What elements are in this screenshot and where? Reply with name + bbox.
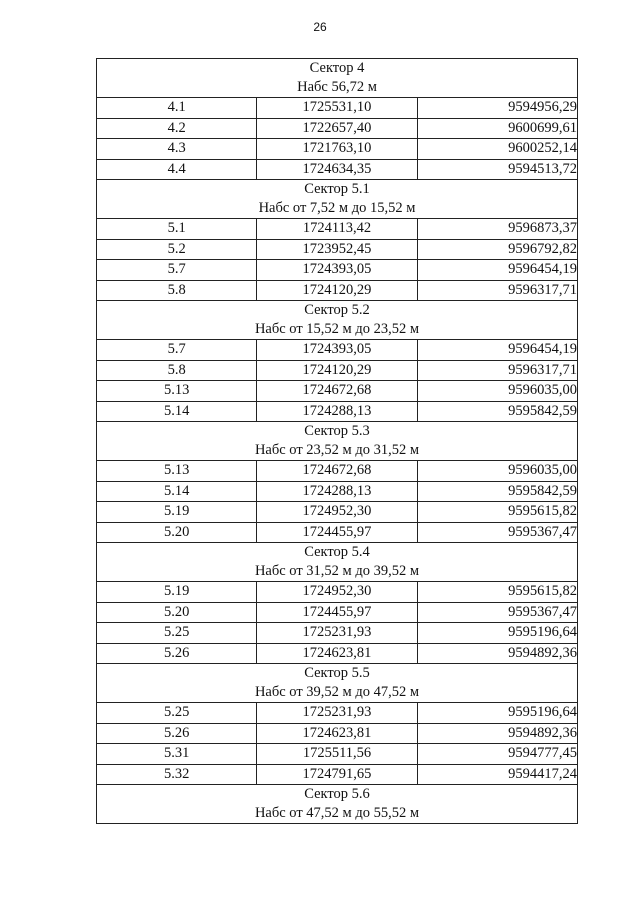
table-row xyxy=(97,744,578,765)
y-coordinate-cell: 9596317,71 xyxy=(417,280,577,301)
sector-title: Сектор 4 xyxy=(309,60,365,76)
x-coordinate-cell: 1725531,10 xyxy=(257,98,417,119)
table-row xyxy=(97,381,578,402)
sector-header-row xyxy=(97,180,578,219)
sector-header-row xyxy=(97,301,578,340)
y-coordinate-cell: 9596317,71 xyxy=(417,360,577,381)
sector-title: Сектор 5.2 xyxy=(304,302,370,318)
table-row xyxy=(97,623,578,644)
x-coordinate-cell: 1724288,13 xyxy=(257,401,417,422)
x-coordinate-cell: 1724672,68 xyxy=(257,461,417,482)
table-row xyxy=(97,219,578,240)
page-number: 26 xyxy=(313,20,327,34)
table-row xyxy=(97,401,578,422)
point-id-cell: 5.13 xyxy=(97,381,257,402)
sector-height-range: Набс от 39,52 м до 47,52 м xyxy=(254,684,420,700)
coordinates-table xyxy=(96,58,578,824)
sector-header xyxy=(97,180,578,219)
point-id-cell: 4.3 xyxy=(97,139,257,160)
table-row xyxy=(97,481,578,502)
table-row xyxy=(97,280,578,301)
sector-height-range: Набс от 23,52 м до 31,52 м xyxy=(254,442,420,458)
table-row xyxy=(97,764,578,785)
point-id-cell: 5.26 xyxy=(97,723,257,744)
y-coordinate-cell: 9594956,29 xyxy=(417,98,577,119)
x-coordinate-cell: 1724120,29 xyxy=(257,280,417,301)
y-coordinate-cell: 9594513,72 xyxy=(417,159,577,180)
sector-height-range: Набс 56,72 м xyxy=(297,79,377,95)
table-row xyxy=(97,643,578,664)
x-coordinate-cell: 1724393,05 xyxy=(257,340,417,361)
y-coordinate-cell: 9596873,37 xyxy=(417,219,577,240)
point-id-cell: 4.4 xyxy=(97,159,257,180)
x-coordinate-cell: 1724791,65 xyxy=(257,764,417,785)
y-coordinate-cell: 9600699,61 xyxy=(417,118,577,139)
sector-header xyxy=(97,785,578,824)
point-id-cell: 5.31 xyxy=(97,744,257,765)
sector-height-range: Набс от 47,52 м до 55,52 м xyxy=(254,805,420,821)
table-row xyxy=(97,239,578,260)
x-coordinate-cell: 1724672,68 xyxy=(257,381,417,402)
y-coordinate-cell: 9595615,82 xyxy=(417,582,577,603)
sector-header-row xyxy=(97,59,578,98)
sector-header xyxy=(97,59,578,98)
point-id-cell: 5.19 xyxy=(97,582,257,603)
y-coordinate-cell: 9595196,64 xyxy=(417,703,577,724)
x-coordinate-cell: 1724393,05 xyxy=(257,260,417,281)
y-coordinate-cell: 9596035,00 xyxy=(417,381,577,402)
point-id-cell: 5.25 xyxy=(97,623,257,644)
sector-title: Сектор 5.3 xyxy=(304,423,370,439)
x-coordinate-cell: 1724623,81 xyxy=(257,723,417,744)
point-id-cell: 5.7 xyxy=(97,340,257,361)
table-row xyxy=(97,260,578,281)
sector-title: Сектор 5.5 xyxy=(304,665,370,681)
sector-header xyxy=(97,422,578,461)
y-coordinate-cell: 9595842,59 xyxy=(417,401,577,422)
y-coordinate-cell: 9594417,24 xyxy=(417,764,577,785)
sector-header xyxy=(97,301,578,340)
y-coordinate-cell: 9595367,47 xyxy=(417,602,577,623)
x-coordinate-cell: 1724288,13 xyxy=(257,481,417,502)
x-coordinate-cell: 1721763,10 xyxy=(257,139,417,160)
x-coordinate-cell: 1724952,30 xyxy=(257,502,417,523)
y-coordinate-cell: 9596454,19 xyxy=(417,260,577,281)
x-coordinate-cell: 1723952,45 xyxy=(257,239,417,260)
sector-header xyxy=(97,543,578,582)
y-coordinate-cell: 9600252,14 xyxy=(417,139,577,160)
x-coordinate-cell: 1724623,81 xyxy=(257,643,417,664)
table-row xyxy=(97,582,578,603)
coordinates-table-body xyxy=(97,59,578,824)
x-coordinate-cell: 1725231,93 xyxy=(257,703,417,724)
x-coordinate-cell: 1724113,42 xyxy=(257,219,417,240)
sector-title: Сектор 5.4 xyxy=(304,544,370,560)
sector-title: Сектор 5.6 xyxy=(304,786,370,802)
point-id-cell: 5.14 xyxy=(97,401,257,422)
point-id-cell: 5.20 xyxy=(97,522,257,543)
x-coordinate-cell: 1725511,56 xyxy=(257,744,417,765)
table-row xyxy=(97,461,578,482)
y-coordinate-cell: 9595615,82 xyxy=(417,502,577,523)
y-coordinate-cell: 9594892,36 xyxy=(417,723,577,744)
x-coordinate-cell: 1724120,29 xyxy=(257,360,417,381)
table-row xyxy=(97,522,578,543)
point-id-cell: 5.19 xyxy=(97,502,257,523)
y-coordinate-cell: 9594777,45 xyxy=(417,744,577,765)
point-id-cell: 5.32 xyxy=(97,764,257,785)
table-row xyxy=(97,360,578,381)
sector-height-range: Набс от 15,52 м до 23,52 м xyxy=(254,321,420,337)
table-row xyxy=(97,118,578,139)
point-id-cell: 5.14 xyxy=(97,481,257,502)
y-coordinate-cell: 9596792,82 xyxy=(417,239,577,260)
point-id-cell: 4.2 xyxy=(97,118,257,139)
sector-title: Сектор 5.1 xyxy=(304,181,370,197)
x-coordinate-cell: 1724634,35 xyxy=(257,159,417,180)
point-id-cell: 5.26 xyxy=(97,643,257,664)
table-row xyxy=(97,98,578,119)
table-row xyxy=(97,340,578,361)
point-id-cell: 5.25 xyxy=(97,703,257,724)
y-coordinate-cell: 9595196,64 xyxy=(417,623,577,644)
x-coordinate-cell: 1725231,93 xyxy=(257,623,417,644)
sector-header xyxy=(97,664,578,703)
point-id-cell: 5.1 xyxy=(97,219,257,240)
table-row xyxy=(97,139,578,160)
y-coordinate-cell: 9595842,59 xyxy=(417,481,577,502)
y-coordinate-cell: 9594892,36 xyxy=(417,643,577,664)
y-coordinate-cell: 9596035,00 xyxy=(417,461,577,482)
x-coordinate-cell: 1724455,97 xyxy=(257,602,417,623)
sector-header-row xyxy=(97,422,578,461)
sector-header-row xyxy=(97,543,578,582)
sector-header-row xyxy=(97,664,578,703)
point-id-cell: 4.1 xyxy=(97,98,257,119)
x-coordinate-cell: 1722657,40 xyxy=(257,118,417,139)
table-row xyxy=(97,723,578,744)
table-row xyxy=(97,159,578,180)
y-coordinate-cell: 9596454,19 xyxy=(417,340,577,361)
x-coordinate-cell: 1724455,97 xyxy=(257,522,417,543)
sector-height-range: Набс от 31,52 м до 39,52 м xyxy=(254,563,420,579)
sector-height-range: Набс от 7,52 м до 15,52 м xyxy=(258,200,416,216)
point-id-cell: 5.20 xyxy=(97,602,257,623)
x-coordinate-cell: 1724952,30 xyxy=(257,582,417,603)
point-id-cell: 5.2 xyxy=(97,239,257,260)
point-id-cell: 5.13 xyxy=(97,461,257,482)
point-id-cell: 5.8 xyxy=(97,360,257,381)
point-id-cell: 5.7 xyxy=(97,260,257,281)
y-coordinate-cell: 9595367,47 xyxy=(417,522,577,543)
table-row xyxy=(97,602,578,623)
sector-header-row xyxy=(97,785,578,824)
table-row xyxy=(97,502,578,523)
table-row xyxy=(97,703,578,724)
point-id-cell: 5.8 xyxy=(97,280,257,301)
